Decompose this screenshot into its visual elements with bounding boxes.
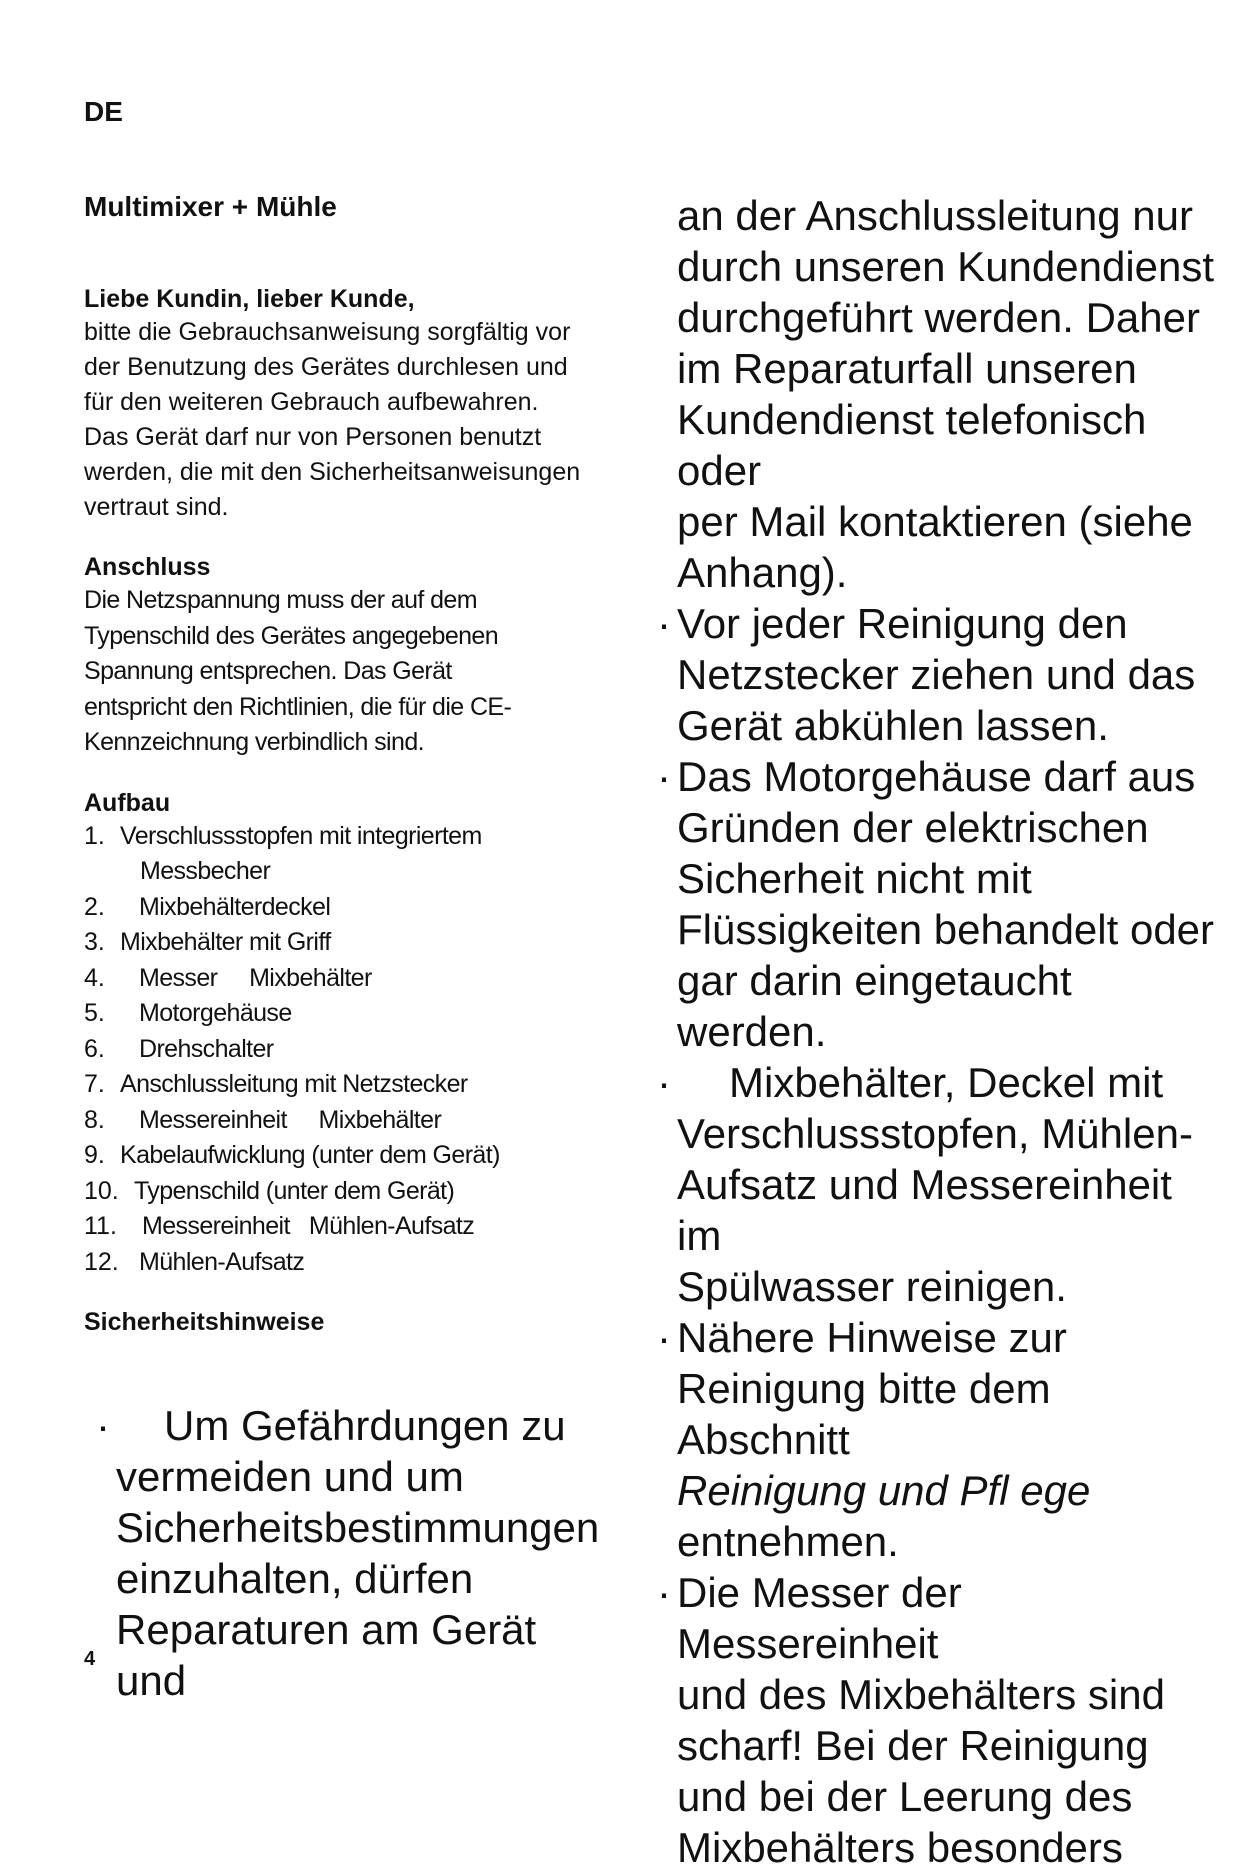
- language-label: DE: [84, 96, 123, 127]
- anschluss-line: Typenschild des Gerätes angegebenen: [84, 621, 499, 650]
- list-item: 5. Motorgehäuse: [84, 999, 292, 1027]
- bullet-icon: ·: [96, 1402, 110, 1449]
- parts-list: [84, 819, 644, 1281]
- bullet-line: vermeiden und um: [116, 1453, 464, 1500]
- bullet-icon: ·: [657, 1314, 671, 1361]
- safety-bullet: · Die Messer der Messereinheit und des Mixbehälters sind scharf! Bei der Reinigung und bei der Leerung des Mixbehälters besonders: [657, 1569, 1165, 1871]
- bullet-line: Um Gefährdungen zu: [164, 1402, 566, 1449]
- safety-bullet: [96, 1400, 616, 1706]
- list-item: 10. Typenschild (unter dem Gerät): [84, 1176, 455, 1205]
- left-column: [84, 190, 644, 1338]
- list-item: 9. Kabelaufwicklung (unter dem Gerät): [84, 1141, 500, 1169]
- bullet-icon: ·: [657, 1569, 671, 1616]
- anschluss-text: [84, 583, 644, 761]
- list-item: 4. Messer Mixbehälter: [84, 963, 372, 992]
- intro-line: der Benutzung des Gerätes durchlesen und: [84, 353, 568, 381]
- bullet-line: einzuhalten, dürfen: [116, 1555, 474, 1602]
- bullet-icon: ·: [657, 1059, 671, 1106]
- anschluss-line: Spannung entsprechen. Das Gerät: [84, 657, 452, 685]
- list-item: 7. Anschlussleitung mit Netzstecker: [84, 1070, 468, 1098]
- list-item: 2. Mixbehälterdeckel: [84, 892, 331, 921]
- list-item: 1. Verschlussstopfen mit integriertem: [84, 821, 482, 850]
- safety-bullet: · Mixbehälter, Deckel mit Verschlussstopfen, Mühlen- Aufsatz und Messereinheit im Spülwasser reinigen.: [657, 1059, 1193, 1310]
- list-item: 8. Messereinheit Mixbehälter: [84, 1105, 442, 1134]
- list-item: 11. Messereinheit Mühlen-Aufsatz: [84, 1212, 475, 1240]
- section-heading-anschluss: Anschluss: [84, 553, 211, 581]
- page-number: 4: [84, 1648, 96, 1670]
- list-item: 3. Mixbehälter mit Griff: [84, 928, 331, 956]
- anschluss-line: Die Netzspannung muss der auf dem: [84, 586, 477, 614]
- continuation-text: an der Anschlussleitung nur durch unseren Kundendienst durchgeführt werden. Daher im Reparaturfall unseren Kundendienst telefonisch oder per Mail kontaktieren (siehe Anhang).: [677, 192, 1215, 596]
- bullet-icon: ·: [657, 753, 671, 800]
- list-item: Messbecher: [140, 857, 271, 885]
- document-title: Multimixer + Mühle: [84, 191, 337, 222]
- right-column: [657, 190, 1225, 1873]
- safety-bullet: · Nähere Hinweise zur Reinigung bitte dem Abschnitt Reinigung und Pfl ege entnehmen.: [665, 1312, 1225, 1567]
- section-heading-aufbau: Aufbau: [84, 788, 171, 817]
- intro-line: bitte die Gebrauchsanweisung sorgfältig vor: [84, 318, 571, 346]
- intro-line: Das Gerät darf nur von Personen benutzt: [84, 423, 542, 451]
- safety-bullet: · Vor jeder Reinigung den Netzstecker ziehen und das Gerät abkühlen lassen.: [657, 600, 1196, 749]
- bullet-line: Sicherheitsbestimmungen: [116, 1504, 600, 1551]
- safety-bullet: · Das Motorgehäuse darf aus Gründen der elektrischen Sicherheit nicht mit Flüssigkeiten behandelt oder gar darin eingetaucht werden.: [657, 753, 1215, 1055]
- bullet-line: Reparaturen am Gerät und: [116, 1606, 537, 1704]
- greeting: Liebe Kundin, lieber Kunde,: [84, 285, 415, 313]
- intro-text: [84, 315, 644, 525]
- section-reference: Reinigung und Pfl ege: [677, 1467, 1091, 1514]
- anschluss-line: entspricht den Richtlinien, die für die CE-: [84, 692, 512, 721]
- section-heading-sicherheit: Sicherheitshinweise: [84, 1308, 325, 1336]
- list-item: 12. Mühlen-Aufsatz: [84, 1247, 305, 1276]
- anschluss-line: Kennzeichnung verbindlich sind.: [84, 728, 424, 756]
- intro-line: vertraut sind.: [84, 493, 229, 521]
- bullet-icon: ·: [657, 600, 671, 647]
- intro-line: werden, die mit den Sicherheitsanweisungen: [84, 458, 581, 486]
- list-item: 6. Drehschalter: [84, 1034, 274, 1063]
- intro-line: für den weiteren Gebrauch aufbewahren.: [84, 388, 539, 416]
